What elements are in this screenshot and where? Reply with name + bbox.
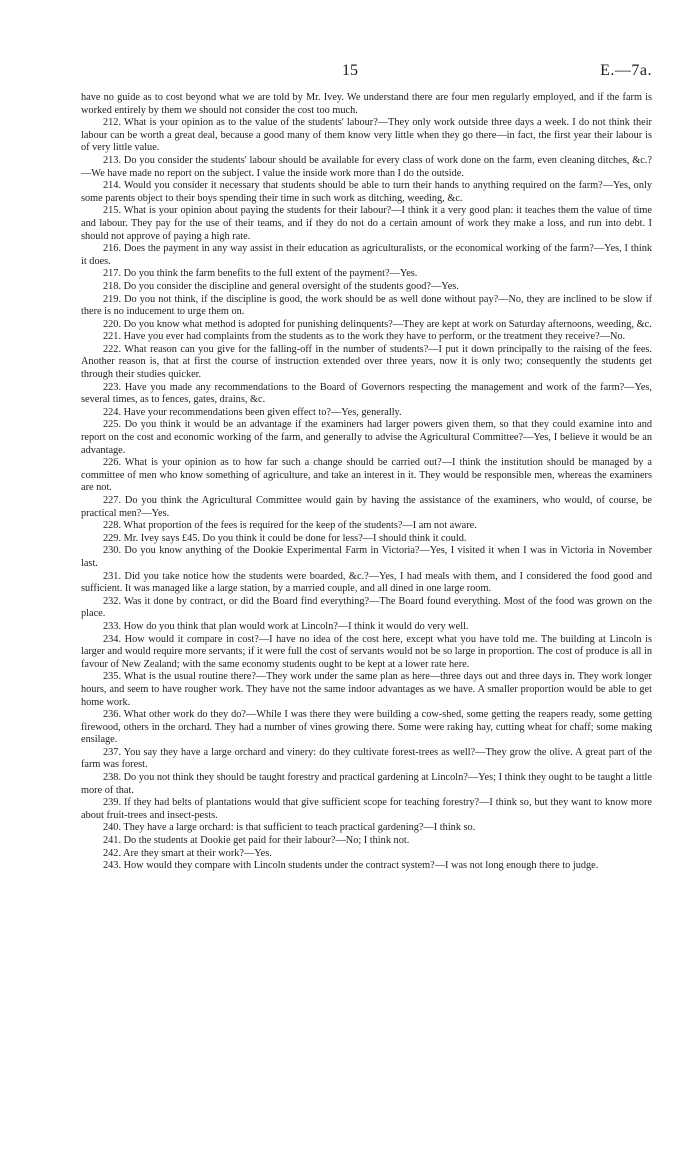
question-paragraph: 220. Do you know what method is adopted for punishing delinquents?—They are kept at work on Saturday afternoons, weeding, &c. — [103, 318, 652, 330]
question-paragraph: 227. Do you think the Agricultural Committee would gain by having the assistance of the examiners, who would, of course, be practical men?—Yes. — [81, 495, 652, 519]
question-paragraph: 229. Mr. Ivey says £45. Do you think it could be done for less?—I should think it could. — [103, 532, 467, 544]
page-number: 15 — [342, 62, 358, 79]
question-paragraph: 231. Did you take notice how the students were boarded, &c.?—Yes, I had meals with them, and I considered the food good and sufficient. It was managed like a large station, by a married couple, and all dined in one large room. — [81, 570, 652, 595]
question-paragraph: 213. Do you consider the students' labour should be available for every class of work done on the farm, even cleaning ditches, &c.?—We have made no report on the subject. I value the inside work more than I do the outside. — [81, 154, 652, 179]
question-paragraph: 223. Have you made any recommendations to the Board of Governors respecting the management and work of the farm?—Yes, several times, as to fences, gates, drains, &c. — [81, 381, 652, 406]
question-paragraph: 243. How would they compare with Lincoln students under the contract system?—I was not long enough there to judge. — [103, 860, 599, 872]
document-body — [81, 92, 652, 873]
question-paragraph: 214. Would you consider it necessary that students should be able to turn their hands to anything required on the farm?—Yes, only some parents object to their boys spending their time in such work as ditching, weeding, &c. — [81, 180, 652, 204]
document-reference: E.—7a. — [600, 62, 652, 79]
question-paragraph: 222. What reason can you give for the falling-off in the number of students?—I put it down principally to the raising of the fees. Another reason is, that at first the course of instruction extended over three years, now it is only two; consequently the students get through their studies quicker. — [81, 343, 652, 381]
question-paragraph: 219. Do you not think, if the discipline is good, the work should be as well done without pay?—No, they are inclined to be slow if there is no inducement to urge them on. — [81, 293, 652, 318]
question-paragraph: 217. Do you think the farm benefits to the full extent of the payment?—Yes. — [103, 268, 418, 280]
question-paragraph: 233. How do you think that plan would work at Lincoln?—I think it would do very well. — [103, 620, 469, 632]
question-paragraph: 239. If they had belts of plantations would that give sufficient scope for teaching forestry?—I think so, but they want to know more about fruit-trees and insect-pests. — [81, 797, 652, 821]
question-paragraph: 224. Have your recommendations been given effect to?—Yes, generally. — [103, 406, 402, 418]
question-paragraph: 238. Do you not think they should be taught forestry and practical gardening at Lincoln?—Yes; I think they ought to be taught a little more of that. — [81, 772, 652, 796]
question-paragraph: 215. What is your opinion about paying the students for their labour?—I think it a very good plan: it teaches them the value of time and labour. They pay for the use of their teams, and if they do not do a certain amount of work they make a loss, and run into debt. I should not approve of paying a high rate. — [81, 205, 652, 242]
question-paragraph: 237. You say they have a large orchard and vinery: do they cultivate forest-trees as well?—They grow the olive. A great part of the farm was forest. — [81, 746, 652, 771]
question-paragraph: 225. Do you think it would be an advantage if the examiners had larger powers given them, so that they could examine into and report on the cost and economic working of the farm, and generally to advise the Agricultural Committee?—Yes, I believe it would be an advantage. — [81, 419, 652, 456]
question-paragraph: 221. Have you ever had complaints from the students as to the work they have to perform, or the treatment they receive?—No. — [103, 331, 626, 343]
question-paragraph: 232. Was it done by contract, or did the Board find everything?—The Board found everything. Most of the food was grown on the place. — [81, 595, 652, 620]
question-paragraph: 212. What is your opinion as to the value of the students' labour?—They only work outside three days a week. I do not think their labour can be worth a great deal, because a good many of them know very little when they go there—in fact, the first year their labour is of very little value. — [81, 117, 652, 154]
question-paragraph: 226. What is your opinion as to how far such a change should be carried out?—I think the institution should be managed by a committee of men who know something of agriculture, and take an interest in it. They would be responsible men, whereas the examiners are not. — [81, 457, 652, 494]
question-paragraph: 240. They have a large orchard: is that sufficient to teach practical gardening?—I think so. — [103, 822, 476, 834]
question-paragraph: 242. Are they smart at their work?—Yes. — [103, 847, 272, 859]
question-paragraph: 241. Do the students at Dookie get paid for their labour?—No; I think not. — [103, 835, 410, 847]
question-paragraph: 235. What is the usual routine there?—They work under the same plan as here—three days out and three days in. They work longer hours, and seem to have rougher work. They have not the same indoor advantages as we have. A smaller proportion would be able to get home work. — [81, 671, 652, 708]
continued-paragraph: have no guide as to cost beyond what we are told by Mr. Ivey. We understand there are four men regularly employed, and if the farm is worked entirely by them we should not consider the cost too much. — [81, 92, 652, 116]
question-paragraph: 216. Does the payment in any way assist in their education as agriculturalists, or the economical working of the farm?—Yes, I think it does. — [81, 243, 652, 267]
question-paragraph: 228. What proportion of the fees is required for the keep of the students?—I am not aware. — [103, 520, 477, 532]
question-paragraph: 230. Do you know anything of the Dookie Experimental Farm in Victoria?—Yes, I visited it when I was in Victoria in November last. — [81, 545, 652, 569]
question-paragraph: 234. How would it compare in cost?—I have no idea of the cost here, except what you have told me. The building at Lincoln is larger and would require more servants; if it were full the cost of servants would not be so large in proportion. The cost of produce is all in favour of New Zealand; with the same economy students ought to be kept at a lower rate here. — [81, 633, 652, 670]
question-paragraph: 236. What other work do they do?—While I was there they were building a cow-shed, some getting the reapers ready, some getting firewood, others in the orchard. They had a number of vines growing there. Some were raking hay, cutting wheat for chaff; some making ensilage. — [81, 709, 652, 746]
question-paragraph: 218. Do you consider the discipline and general oversight of the students good?—Yes. — [103, 280, 459, 292]
